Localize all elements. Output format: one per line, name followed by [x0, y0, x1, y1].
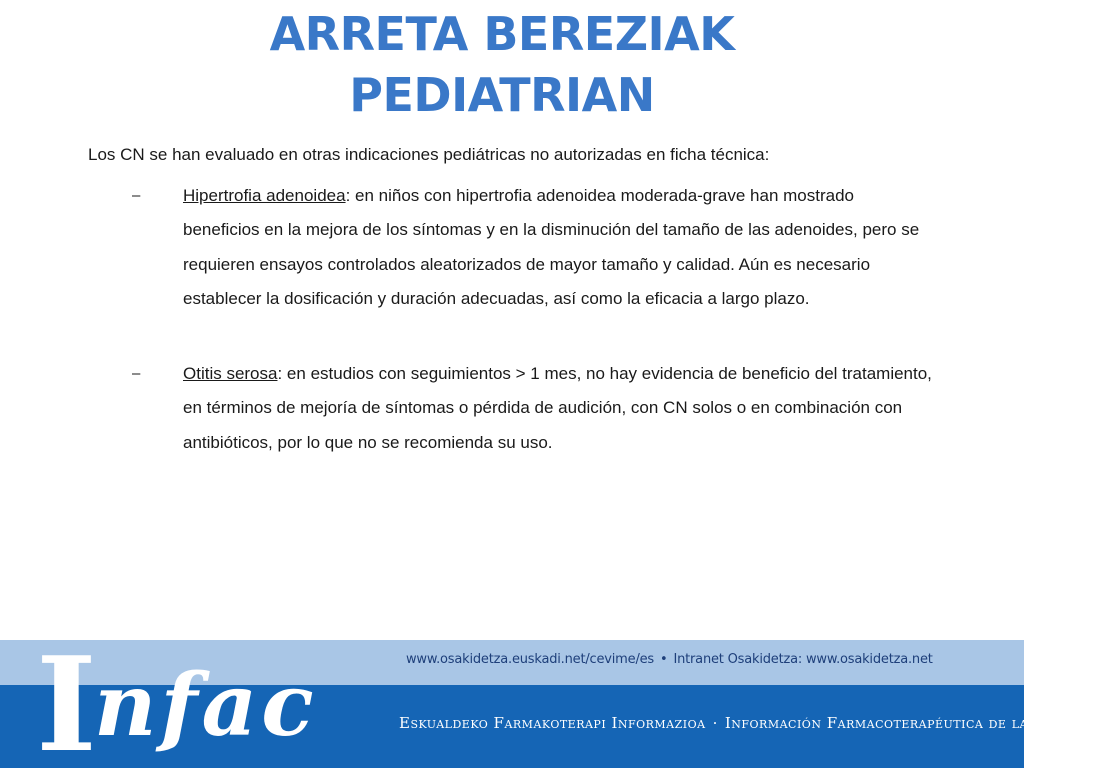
footer-tagline	[399, 714, 1101, 732]
link-separator: •	[660, 652, 668, 667]
tagline-spanish: Información Farmacoterapéutica de la Comarca	[724, 714, 1101, 732]
cevime-link[interactable]: www.osakidetza.euskadi.net/cevime/es	[406, 652, 654, 667]
bullet-item-hipertrofia-adenoidea	[132, 179, 932, 316]
infac-logo	[36, 628, 356, 781]
slide-title-line-1: ARRETA BEREZIAK	[269, 7, 735, 61]
bullet-dash-marker: –	[132, 365, 141, 382]
bullet-text	[183, 179, 932, 316]
bullet-body: : en estudios con seguimientos > 1 mes, no hay evidencia de beneficio del tratamiento, en términos de mejoría de síntomas o pérdida de audición, con CN solos o en combinación con antibióticos, por lo que no se recomienda su uso.	[183, 364, 932, 452]
intro-paragraph: Los CN se han evaluado en otras indicaciones pediátricas no autorizadas en ficha técnica:	[88, 145, 770, 164]
bullet-item-otitis-serosa	[132, 357, 932, 460]
infac-logo-initial: I	[36, 628, 97, 781]
intranet-link[interactable]: Intranet Osakidetza: www.osakidetza.net	[673, 652, 933, 667]
tagline-separator: ·	[712, 714, 718, 732]
slide-title	[0, 4, 1004, 126]
bullet-dash-marker: –	[132, 187, 141, 204]
bullet-term: Otitis serosa	[183, 364, 278, 383]
bullet-term: Hipertrofia adenoidea	[183, 186, 346, 205]
bullet-text	[183, 357, 932, 460]
footer-banner	[0, 628, 1101, 781]
tagline-basque: Eskualdeko Farmakoterapi Informazioa	[399, 714, 706, 732]
footer-links	[406, 652, 933, 667]
bullet-body: : en niños con hipertrofia adenoidea moderada-grave han mostrado beneficios en la mejora de los síntomas y en la disminución del tamaño de las adenoides, pero se requieren ensayos controlados aleatorizados de mayor tamaño y calidad. Aún es necesario establecer la dosificación y duración adecuadas, así como la eficacia a largo plazo.	[183, 186, 920, 308]
slide-title-line-2: PEDIATRIAN	[349, 68, 655, 122]
infac-logo-text: nfac	[94, 655, 318, 756]
